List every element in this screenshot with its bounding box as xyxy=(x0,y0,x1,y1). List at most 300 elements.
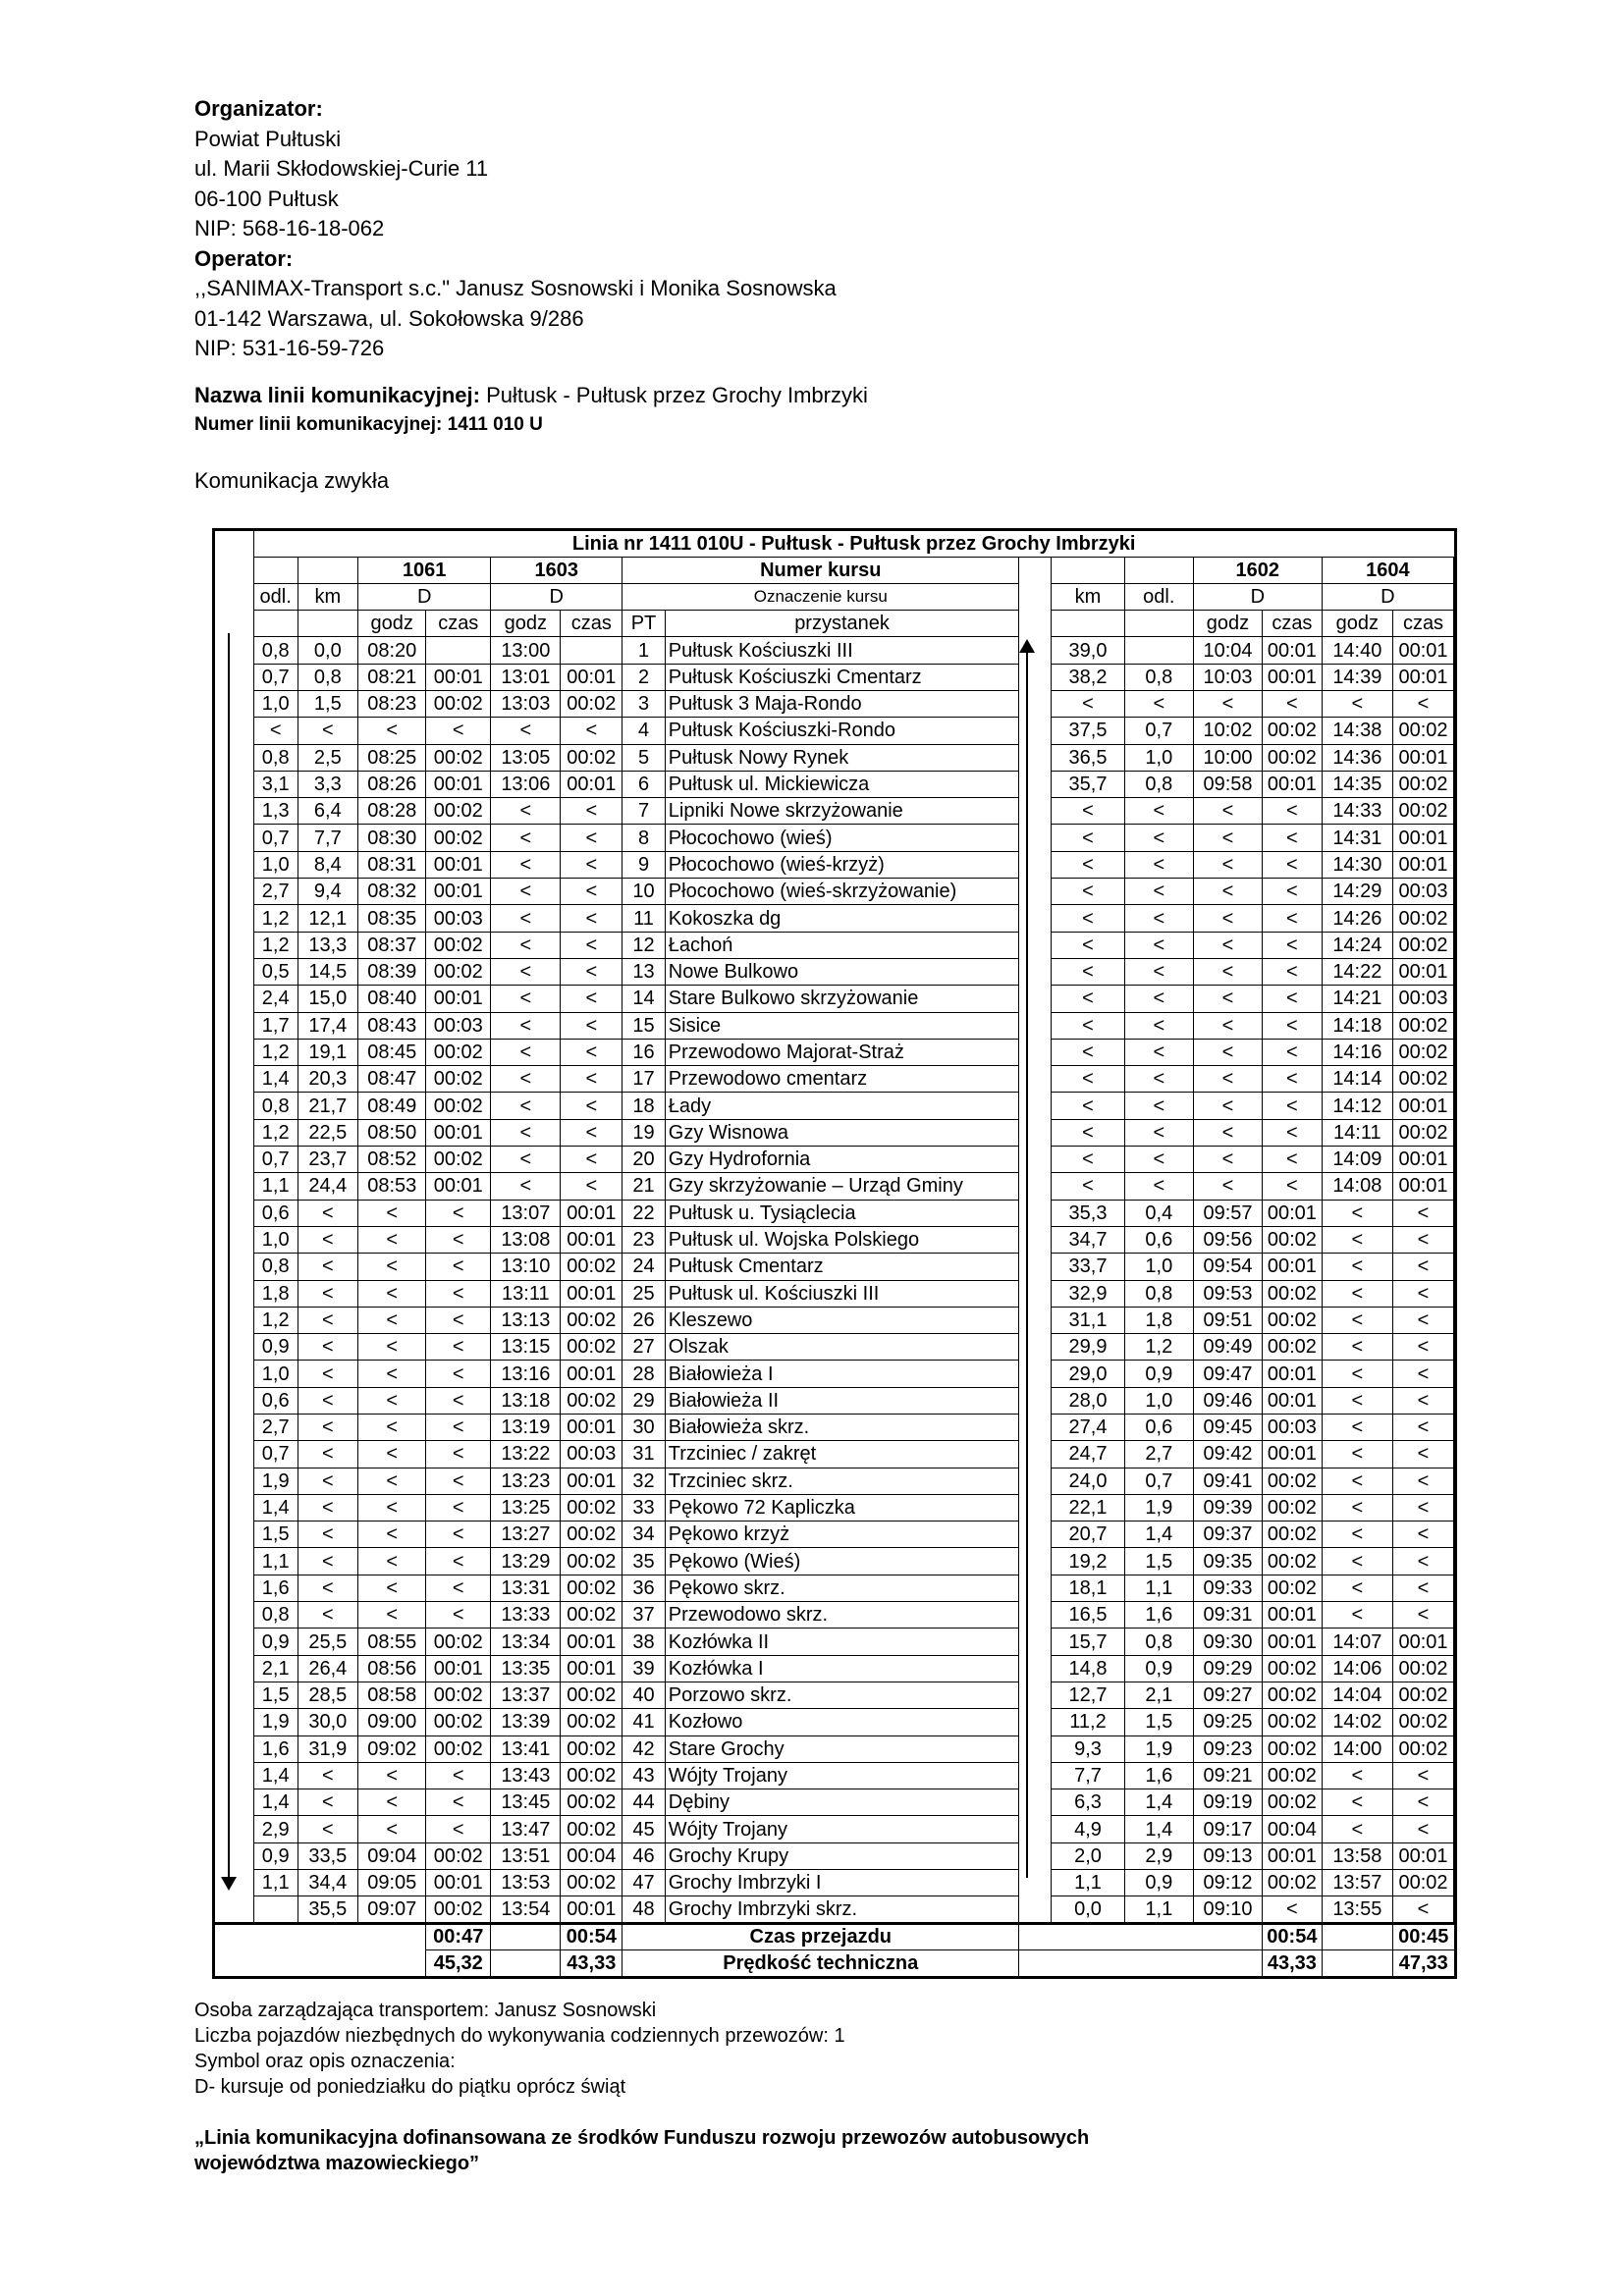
table-cell: 08:56 xyxy=(358,1655,426,1682)
table-cell: < xyxy=(561,1147,623,1173)
table-cell: 13:08 xyxy=(491,1226,561,1253)
table-cell: 00:02 xyxy=(561,1387,623,1414)
table-row xyxy=(215,1307,1454,1333)
table-cell: 1,2 xyxy=(253,1307,298,1333)
table-cell: < xyxy=(1263,986,1323,1012)
table-cell: 33,7 xyxy=(1052,1254,1124,1280)
osoba-zarzadzajaca: Osoba zarządzająca transportem: Janusz Sosnowski xyxy=(194,2000,657,2021)
table-cell: 0,8 xyxy=(298,664,358,690)
table-cell: 00:02 xyxy=(561,1709,623,1735)
table-cell: 11,2 xyxy=(1052,1709,1124,1735)
table-cell: < xyxy=(1393,1789,1454,1816)
table-cell: < xyxy=(358,1200,426,1226)
table-cell: 0,8 xyxy=(253,1254,298,1280)
table-cell: 00:02 xyxy=(1263,718,1323,744)
table-cell: 15,0 xyxy=(298,986,358,1012)
table-cell: < xyxy=(1124,825,1193,851)
table-cell: 13:35 xyxy=(491,1655,561,1682)
document-footer xyxy=(194,1998,1471,2176)
table-cell: 00:01 xyxy=(426,771,491,797)
table-cell: 1,2 xyxy=(253,1039,298,1065)
table-cell: 00:02 xyxy=(561,1548,623,1575)
table-cell: < xyxy=(491,905,561,932)
table-cell: < xyxy=(561,879,623,905)
table-cell: 00:02 xyxy=(426,1842,491,1869)
table-cell: 14:12 xyxy=(1322,1093,1392,1119)
table-cell: 13:22 xyxy=(491,1441,561,1468)
table-cell: 14:22 xyxy=(1322,958,1392,985)
table-cell: < xyxy=(253,718,298,744)
table-cell: 14,5 xyxy=(298,958,358,985)
table-cell: 0,8 xyxy=(1124,771,1193,797)
table-cell: 13:07 xyxy=(491,1200,561,1226)
table-cell: 13:00 xyxy=(491,637,561,664)
table-cell: < xyxy=(1124,986,1193,1012)
stop-name-cell: Kleszewo xyxy=(665,1307,1019,1333)
table-cell: 09:56 xyxy=(1193,1226,1262,1253)
numer-kursu-header: Numer kursu xyxy=(623,557,1019,583)
table-row xyxy=(215,879,1454,905)
table-cell: < xyxy=(1193,825,1262,851)
stop-number-cell: 22 xyxy=(623,1200,666,1226)
stop-number-cell: 1 xyxy=(623,637,666,664)
stop-number-cell: 48 xyxy=(623,1896,666,1923)
table-cell: 1,4 xyxy=(253,1762,298,1789)
table-row xyxy=(215,664,1454,690)
table-cell: 00:02 xyxy=(561,690,623,717)
table-row xyxy=(215,744,1454,771)
table-cell: 00:02 xyxy=(426,1629,491,1655)
stop-name-cell: Pękowo krzyż xyxy=(665,1522,1019,1548)
stop-name-cell: Kozłowo xyxy=(665,1709,1019,1735)
table-cell: 32,9 xyxy=(1052,1280,1124,1307)
table-cell: 00:01 xyxy=(1393,744,1454,771)
table-cell: 00:02 xyxy=(1263,1334,1323,1361)
stop-number-cell: 32 xyxy=(623,1468,666,1494)
table-cell: 13:03 xyxy=(491,690,561,717)
table-cell: 00:02 xyxy=(561,1334,623,1361)
table-cell: 0,8 xyxy=(1124,1629,1193,1655)
table-cell: < xyxy=(1393,1361,1454,1387)
table-cell: 0,9 xyxy=(1124,1361,1193,1387)
table-cell: 0,9 xyxy=(253,1842,298,1869)
table-cell: 14:09 xyxy=(1322,1147,1392,1173)
table-cell: 0,7 xyxy=(1124,718,1193,744)
table-cell: 24,0 xyxy=(1052,1468,1124,1494)
table-cell: < xyxy=(1263,932,1323,958)
table-cell: 3,1 xyxy=(253,771,298,797)
table-cell: 00:03 xyxy=(426,1012,491,1039)
stop-number-cell: 9 xyxy=(623,851,666,878)
table-cell: 13:53 xyxy=(491,1870,561,1896)
line-name xyxy=(194,381,1471,411)
organizator-city: 06-100 Pułtusk xyxy=(194,186,339,211)
table-cell: 09:53 xyxy=(1193,1280,1262,1307)
table-row xyxy=(215,1173,1454,1200)
stop-number-cell: 29 xyxy=(623,1387,666,1414)
table-cell: < xyxy=(358,1307,426,1333)
table-row xyxy=(215,1361,1454,1387)
table-cell: 09:23 xyxy=(1193,1735,1262,1762)
table-cell: 14:36 xyxy=(1322,744,1392,771)
stop-number-cell: 35 xyxy=(623,1548,666,1575)
czas-przejazdu-1603: 00:54 xyxy=(561,1923,623,1949)
table-cell: < xyxy=(298,1307,358,1333)
stop-name-cell: Pułtusk Kościuszki III xyxy=(665,637,1019,664)
table-cell: 38,2 xyxy=(1052,664,1124,690)
table-cell: 09:51 xyxy=(1193,1307,1262,1333)
table-cell: 10:00 xyxy=(1193,744,1262,771)
stop-number-cell: 3 xyxy=(623,690,666,717)
table-cell: < xyxy=(426,1522,491,1548)
table-cell: 00:02 xyxy=(1263,1735,1323,1762)
czas-przejazdu-1602: 00:54 xyxy=(1263,1923,1323,1949)
table-cell: 09:46 xyxy=(1193,1387,1262,1414)
table-cell: 13:05 xyxy=(491,744,561,771)
line-name-label: Nazwa linii komunikacyjnej: xyxy=(194,382,480,407)
table-cell: 08:52 xyxy=(358,1147,426,1173)
table-cell: 00:02 xyxy=(1263,1870,1323,1896)
table-cell: < xyxy=(1124,1039,1193,1065)
table-cell: 00:02 xyxy=(426,1066,491,1093)
course-1602-header: 1602 xyxy=(1193,557,1322,583)
table-cell: 0,6 xyxy=(253,1387,298,1414)
table-cell: 13:47 xyxy=(491,1816,561,1842)
table-cell: 2,0 xyxy=(1052,1842,1124,1869)
table-cell: < xyxy=(1193,986,1262,1012)
table-cell: 08:50 xyxy=(358,1119,426,1146)
table-cell: < xyxy=(426,1334,491,1361)
table-cell: 1,4 xyxy=(1124,1789,1193,1816)
table-row xyxy=(215,1494,1454,1521)
table-cell: < xyxy=(491,1039,561,1065)
table-cell: 08:30 xyxy=(358,825,426,851)
czas-przejazdu-label: Czas przejazdu xyxy=(623,1923,1019,1949)
table-cell: 00:02 xyxy=(426,1682,491,1708)
table-cell: < xyxy=(1193,851,1262,878)
stop-name-cell: Pułtusk 3 Maja-Rondo xyxy=(665,690,1019,717)
table-cell: < xyxy=(1322,1254,1392,1280)
table-cell: < xyxy=(298,1200,358,1226)
table-cell: < xyxy=(561,718,623,744)
table-cell: 00:01 xyxy=(1393,1093,1454,1119)
komunikacja-type: Komunikacja zwykła xyxy=(194,467,390,493)
table-cell: 7,7 xyxy=(298,825,358,851)
table-cell: 13:06 xyxy=(491,771,561,797)
table-cell: 00:01 xyxy=(1393,664,1454,690)
table-cell: 00:02 xyxy=(1263,1575,1323,1601)
table-cell: 08:31 xyxy=(358,851,426,878)
stop-name-cell: Pułtusk ul. Mickiewicza xyxy=(665,771,1019,797)
table-cell: < xyxy=(1393,1468,1454,1494)
odl-header-right: odl. xyxy=(1124,583,1193,610)
table-cell: 00:01 xyxy=(561,1361,623,1387)
organizator-name: Powiat Pułtuski xyxy=(194,126,342,151)
table-cell: 1,0 xyxy=(1124,1387,1193,1414)
table-cell: 00:02 xyxy=(1393,1119,1454,1146)
stop-number-cell: 2 xyxy=(623,664,666,690)
stop-number-cell: 44 xyxy=(623,1789,666,1816)
table-cell: < xyxy=(1052,1093,1124,1119)
table-cell: 00:02 xyxy=(1263,1522,1323,1548)
table-cell: < xyxy=(1393,1226,1454,1253)
table-cell: 2,7 xyxy=(253,1415,298,1441)
stop-name-cell: Gzy skrzyżowanie – Urząd Gminy xyxy=(665,1173,1019,1200)
table-cell: 0,9 xyxy=(253,1334,298,1361)
table-cell: < xyxy=(1393,1548,1454,1575)
stop-number-cell: 42 xyxy=(623,1735,666,1762)
stop-number-cell: 10 xyxy=(623,879,666,905)
table-cell: 28,5 xyxy=(298,1682,358,1708)
table-cell: < xyxy=(561,986,623,1012)
table-cell: 00:02 xyxy=(1263,1494,1323,1521)
table-cell: < xyxy=(491,1066,561,1093)
table-cell: 00:01 xyxy=(1263,1254,1323,1280)
stop-name-cell: Kozłówka I xyxy=(665,1655,1019,1682)
stop-number-cell: 17 xyxy=(623,1066,666,1093)
table-cell: 00:01 xyxy=(1263,1842,1323,1869)
table-cell: 30,0 xyxy=(298,1709,358,1735)
table-row xyxy=(215,1896,1454,1923)
table-cell: 0,0 xyxy=(298,637,358,664)
table-cell: 1,0 xyxy=(253,1361,298,1387)
table-cell: < xyxy=(298,1334,358,1361)
stop-name-cell: Przewodowo Majorat-Straż xyxy=(665,1039,1019,1065)
table-cell: < xyxy=(1124,851,1193,878)
godz-header: godz xyxy=(1193,611,1262,637)
table-cell: 1,6 xyxy=(1124,1762,1193,1789)
table-cell: < xyxy=(1052,905,1124,932)
table-cell: < xyxy=(1193,690,1262,717)
table-cell: 14:08 xyxy=(1322,1173,1392,1200)
table-cell: 00:02 xyxy=(426,1147,491,1173)
table-cell: < xyxy=(298,1762,358,1789)
table-cell: 00:04 xyxy=(561,1842,623,1869)
oznaczenie-kursu-header: Oznaczenie kursu xyxy=(623,583,1019,610)
table-cell: 1,0 xyxy=(253,1226,298,1253)
stop-name-cell: Łachoń xyxy=(665,932,1019,958)
table-cell: 00:03 xyxy=(1263,1415,1323,1441)
stop-number-cell: 21 xyxy=(623,1173,666,1200)
table-cell: < xyxy=(561,958,623,985)
table-cell: 29,9 xyxy=(1052,1334,1124,1361)
table-cell: 00:01 xyxy=(426,1870,491,1896)
table-cell: 14:35 xyxy=(1322,771,1392,797)
direction-down-line xyxy=(228,633,230,1878)
table-cell: 14:38 xyxy=(1322,718,1392,744)
table-cell: 1,9 xyxy=(253,1709,298,1735)
table-cell: 00:01 xyxy=(1393,1147,1454,1173)
table-cell: 14:29 xyxy=(1322,879,1392,905)
table-cell: 00:02 xyxy=(561,1762,623,1789)
table-cell: < xyxy=(1052,1119,1124,1146)
table-cell: 24,7 xyxy=(1052,1441,1124,1468)
table-cell: < xyxy=(358,1548,426,1575)
table-cell: < xyxy=(1263,798,1323,825)
table-cell: < xyxy=(1263,825,1323,851)
table-cell: 08:26 xyxy=(358,771,426,797)
table-cell: < xyxy=(561,932,623,958)
table-cell: 00:03 xyxy=(561,1441,623,1468)
table-cell: 19,2 xyxy=(1052,1548,1124,1575)
table-cell: < xyxy=(1393,1575,1454,1601)
table-cell: 00:02 xyxy=(426,1039,491,1065)
czas-header: czas xyxy=(426,611,491,637)
table-cell: < xyxy=(1263,958,1323,985)
table-cell: 13:43 xyxy=(491,1762,561,1789)
table-cell: 10:02 xyxy=(1193,718,1262,744)
table-cell: 1,1 xyxy=(253,1173,298,1200)
table-cell: 35,3 xyxy=(1052,1200,1124,1226)
table-cell: < xyxy=(426,718,491,744)
table-cell: < xyxy=(298,1602,358,1629)
table-cell: 0,7 xyxy=(253,825,298,851)
stop-name-cell: Grochy Imbrzyki I xyxy=(665,1870,1019,1896)
table-cell: 00:02 xyxy=(1263,1226,1323,1253)
table-cell: 8,4 xyxy=(298,851,358,878)
table-cell: 0,7 xyxy=(1124,1468,1193,1494)
table-cell: 39,0 xyxy=(1052,637,1124,664)
organizator-street: ul. Marii Skłodowskiej-Curie 11 xyxy=(194,156,489,181)
table-cell: < xyxy=(1052,825,1124,851)
table-cell: 00:01 xyxy=(1393,1842,1454,1869)
godz-header: godz xyxy=(358,611,426,637)
table-cell: 00:01 xyxy=(1263,664,1323,690)
table-row xyxy=(215,1226,1454,1253)
table-cell: 13:18 xyxy=(491,1387,561,1414)
table-cell: 14:00 xyxy=(1322,1735,1392,1762)
table-cell: 37,5 xyxy=(1052,718,1124,744)
table-cell: 00:01 xyxy=(1393,825,1454,851)
table-row xyxy=(215,986,1454,1012)
table-cell: 1,4 xyxy=(1124,1816,1193,1842)
table-cell: 13:34 xyxy=(491,1629,561,1655)
table-cell: 09:17 xyxy=(1193,1816,1262,1842)
table-cell: < xyxy=(1393,1522,1454,1548)
document-header xyxy=(194,94,1471,496)
table-cell: 14:06 xyxy=(1322,1655,1392,1682)
table-cell: < xyxy=(426,1415,491,1441)
table-cell: < xyxy=(358,1602,426,1629)
table-cell: < xyxy=(1052,879,1124,905)
table-row xyxy=(215,1415,1454,1441)
table-cell: 12,1 xyxy=(298,905,358,932)
table-cell: 1,9 xyxy=(1124,1494,1193,1521)
table-cell: 00:02 xyxy=(426,825,491,851)
table-cell: 0,8 xyxy=(253,744,298,771)
table-cell: < xyxy=(358,1575,426,1601)
table-cell: < xyxy=(1393,1494,1454,1521)
table-cell: < xyxy=(491,986,561,1012)
table-cell: 00:02 xyxy=(561,744,623,771)
table-cell: 13,3 xyxy=(298,932,358,958)
stop-number-cell: 16 xyxy=(623,1039,666,1065)
table-cell: 14:33 xyxy=(1322,798,1392,825)
table-cell: < xyxy=(358,1361,426,1387)
operator-label: Operator: xyxy=(194,245,294,271)
table-cell: 00:02 xyxy=(1393,798,1454,825)
stop-number-cell: 24 xyxy=(623,1254,666,1280)
stop-number-cell: 20 xyxy=(623,1147,666,1173)
table-cell: < xyxy=(1263,1896,1323,1923)
table-cell: 35,5 xyxy=(298,1896,358,1923)
table-cell: 00:02 xyxy=(561,1307,623,1333)
table-cell: < xyxy=(1393,1334,1454,1361)
table-cell: 00:02 xyxy=(1393,1066,1454,1093)
table-cell: 08:28 xyxy=(358,798,426,825)
table-cell: < xyxy=(1322,1280,1392,1307)
stop-name-cell: Dębiny xyxy=(665,1789,1019,1816)
table-cell: 10:03 xyxy=(1193,664,1262,690)
oznaczenie-1604: D xyxy=(1322,583,1453,610)
table-cell: 09:39 xyxy=(1193,1494,1262,1521)
stop-number-cell: 4 xyxy=(623,718,666,744)
table-cell: < xyxy=(426,1361,491,1387)
table-cell: 22,1 xyxy=(1052,1494,1124,1521)
table-cell: 1,4 xyxy=(253,1066,298,1093)
table-cell: < xyxy=(491,851,561,878)
table-cell: 1,2 xyxy=(1124,1334,1193,1361)
table-cell: 13:31 xyxy=(491,1575,561,1601)
table-cell: < xyxy=(491,798,561,825)
table-cell: 1,1 xyxy=(1124,1575,1193,1601)
table-cell: < xyxy=(358,1415,426,1441)
liczba-pojazdow: Liczba pojazdów niezbędnych do wykonywania codziennych przewozów: 1 xyxy=(194,2025,845,2047)
oznaczenie-1603: D xyxy=(491,583,623,610)
table-cell: 00:02 xyxy=(1263,1468,1323,1494)
table-cell: 0,8 xyxy=(253,1093,298,1119)
table-cell: 00:01 xyxy=(1393,1629,1454,1655)
table-cell: 1,7 xyxy=(253,1012,298,1039)
stop-number-cell: 8 xyxy=(623,825,666,851)
stop-name-cell: Porzowo skrz. xyxy=(665,1682,1019,1708)
table-cell: < xyxy=(561,1039,623,1065)
table-row xyxy=(215,1575,1454,1601)
table-cell: 33,5 xyxy=(298,1842,358,1869)
table-cell: < xyxy=(358,1494,426,1521)
table-cell: 08:55 xyxy=(358,1629,426,1655)
table-cell: < xyxy=(1193,798,1262,825)
table-cell: < xyxy=(1124,879,1193,905)
table-cell: < xyxy=(1322,1200,1392,1226)
table-cell: 00:02 xyxy=(561,1682,623,1708)
table-cell: 09:35 xyxy=(1193,1548,1262,1575)
table-cell: 36,5 xyxy=(1052,744,1124,771)
table-cell: 09:05 xyxy=(358,1870,426,1896)
table-cell: 00:01 xyxy=(561,1415,623,1441)
table-cell: 1,6 xyxy=(253,1575,298,1601)
table-cell: 1,8 xyxy=(1124,1307,1193,1333)
stop-name-cell: Grochy Krupy xyxy=(665,1842,1019,1869)
table-cell: < xyxy=(1193,958,1262,985)
table-cell: 1,4 xyxy=(253,1789,298,1816)
stop-name-cell: Gzy Hydrofornia xyxy=(665,1147,1019,1173)
stop-name-cell: Kozłówka II xyxy=(665,1629,1019,1655)
table-cell: < xyxy=(561,905,623,932)
table-cell: 00:02 xyxy=(1393,1655,1454,1682)
table-cell: 00:01 xyxy=(426,664,491,690)
table-cell: 00:02 xyxy=(426,1896,491,1923)
table-cell: 00:03 xyxy=(1393,986,1454,1012)
table-cell: < xyxy=(298,1468,358,1494)
czas-przejazdu-1604: 00:45 xyxy=(1393,1923,1454,1949)
table-cell: 09:54 xyxy=(1193,1254,1262,1280)
arrow-up-icon xyxy=(1019,639,1035,653)
operator-address: 01-142 Warszawa, ul. Sokołowska 9/286 xyxy=(194,305,584,331)
table-row xyxy=(215,825,1454,851)
table-cell: 9,4 xyxy=(298,879,358,905)
funding-note-line1: „Linia komunikacyjna dofinansowana ze środków Funduszu rozwoju przewozów autobusowych xyxy=(194,2127,1090,2149)
